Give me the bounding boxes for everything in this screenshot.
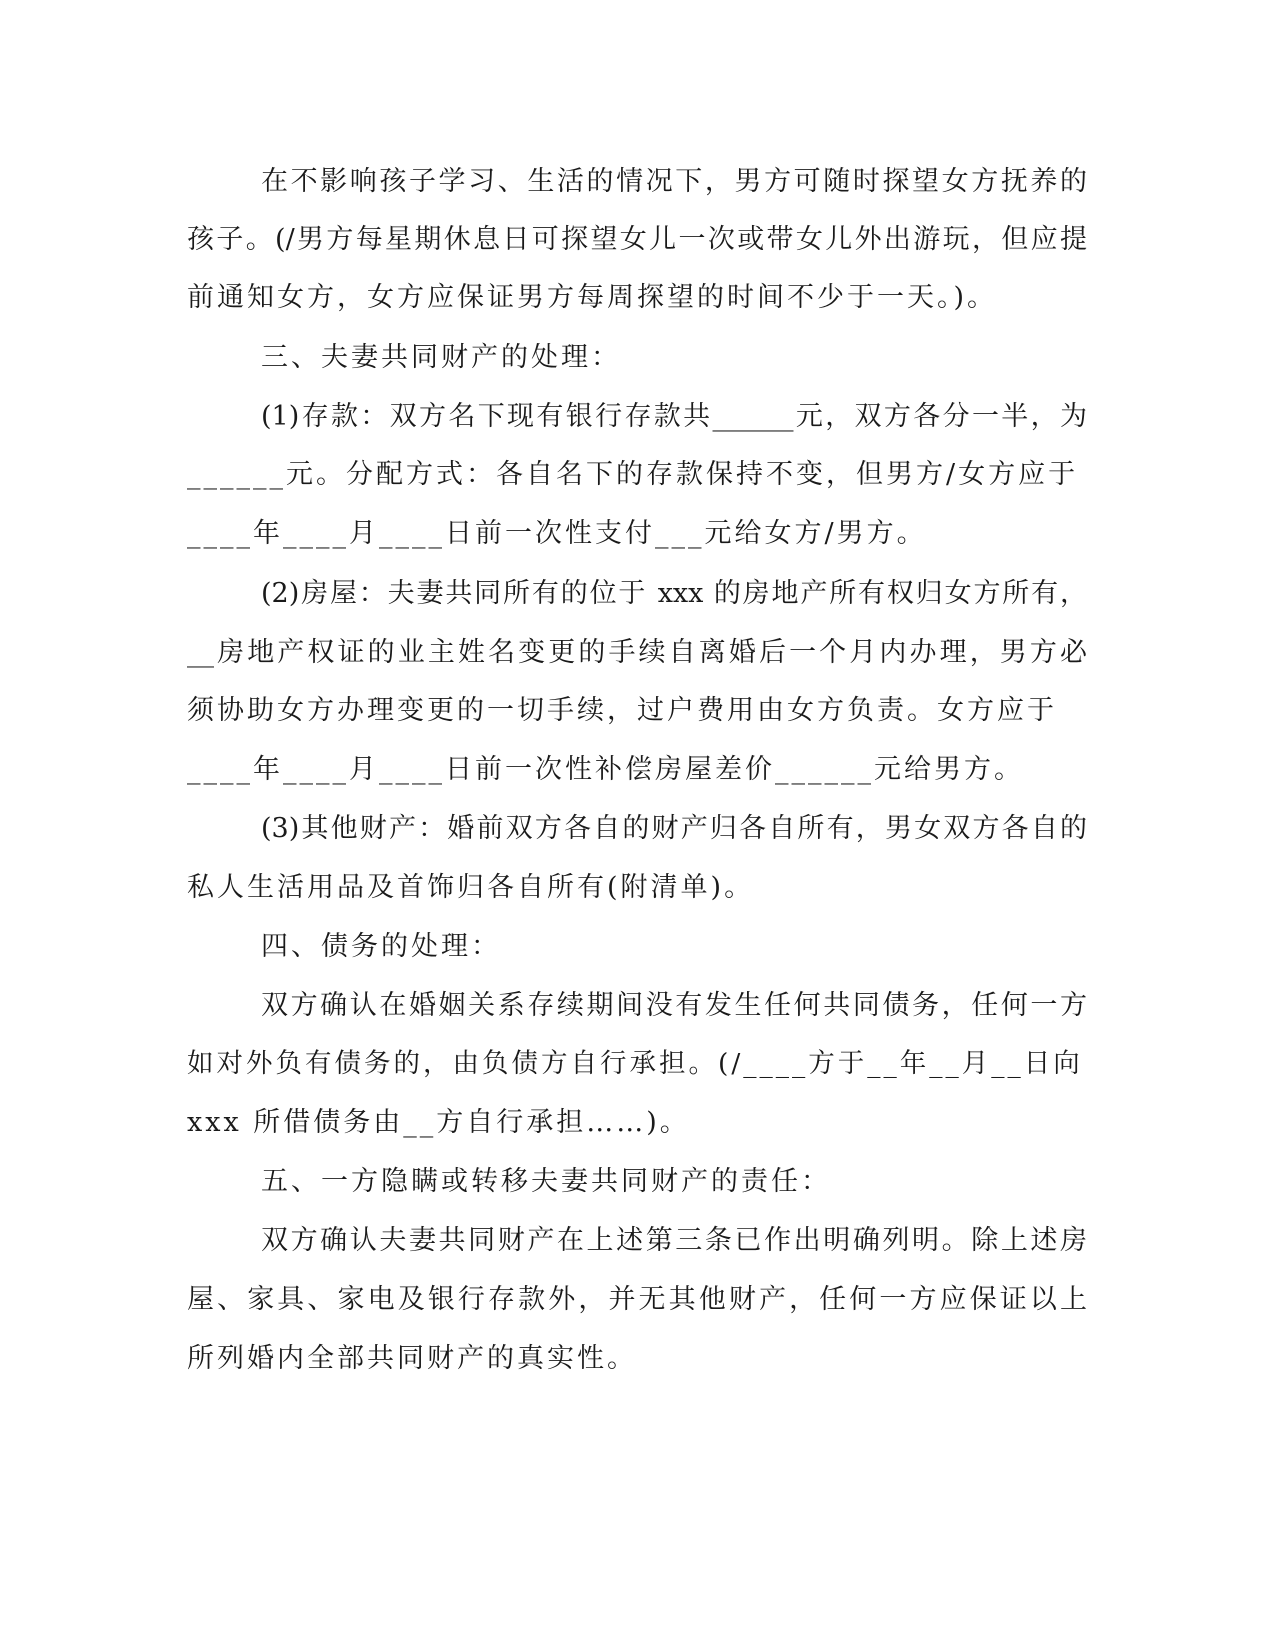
text-line: 双方确认在婚姻关系存续期间没有发生任何共同债务，任何一方 bbox=[261, 990, 1087, 1021]
text-line: 所列婚内全部共同财产的真实性。 bbox=[187, 1343, 637, 1374]
text-line: 屋、家具、家电及银行存款外，并无其他财产，任何一方应保证以上 bbox=[187, 1284, 1087, 1315]
section-heading-5: 五、一方隐瞒或转移夫妻共同财产的责任： bbox=[261, 1166, 831, 1197]
text-line: 须协助女方办理变更的一切手续，过户费用由女方负责。女方应于 bbox=[187, 695, 1057, 726]
text-line: 前通知女方，女方应保证男方每周探望的时间不少于一天。)。 bbox=[187, 282, 998, 313]
text-line: 私人生活用品及首饰归各自所有(附清单)。 bbox=[187, 872, 755, 903]
text-line: xxx 所借债务由__方自行承担……)。 bbox=[187, 1107, 690, 1138]
text-line: ____年____月____日前一次性补偿房屋差价______元给男方。 bbox=[187, 754, 1024, 785]
text-line: ______元。分配方式：各自名下的存款保持不变，但男方/女方应于 bbox=[187, 459, 1079, 490]
text-line: (3)其他财产：婚前双方各自的财产归各自所有，男女双方各自的 bbox=[261, 813, 1087, 844]
text-line: __房地产权证的业主姓名变更的手续自离婚后一个月内办理，男方必 bbox=[187, 637, 1087, 668]
text-line: 在不影响孩子学习、生活的情况下，男方可随时探望女方抚养的 bbox=[261, 166, 1087, 197]
section-heading-3: 三、夫妻共同财产的处理： bbox=[261, 342, 621, 373]
text-line: 如对外负有债务的，由负债方自行承担。(/____方于__年__月__日向 bbox=[187, 1048, 1083, 1079]
section-heading-4: 四、债务的处理： bbox=[261, 931, 501, 962]
text-line: (2)房屋：夫妻共同所有的位于 xxx 的房地产所有权归女方所有， bbox=[261, 578, 1087, 609]
text-line: ____年____月____日前一次性支付___元给女方/男方。 bbox=[187, 518, 927, 549]
text-line: 双方确认夫妻共同财产在上述第三条已作出明确列明。除上述房 bbox=[261, 1225, 1087, 1256]
text-line: (1)存款：双方名下现有银行存款共______元，双方各分一半，为 bbox=[261, 401, 1087, 432]
text-line: 孩子。(/男方每星期休息日可探望女儿一次或带女儿外出游玩，但应提 bbox=[187, 224, 1087, 255]
